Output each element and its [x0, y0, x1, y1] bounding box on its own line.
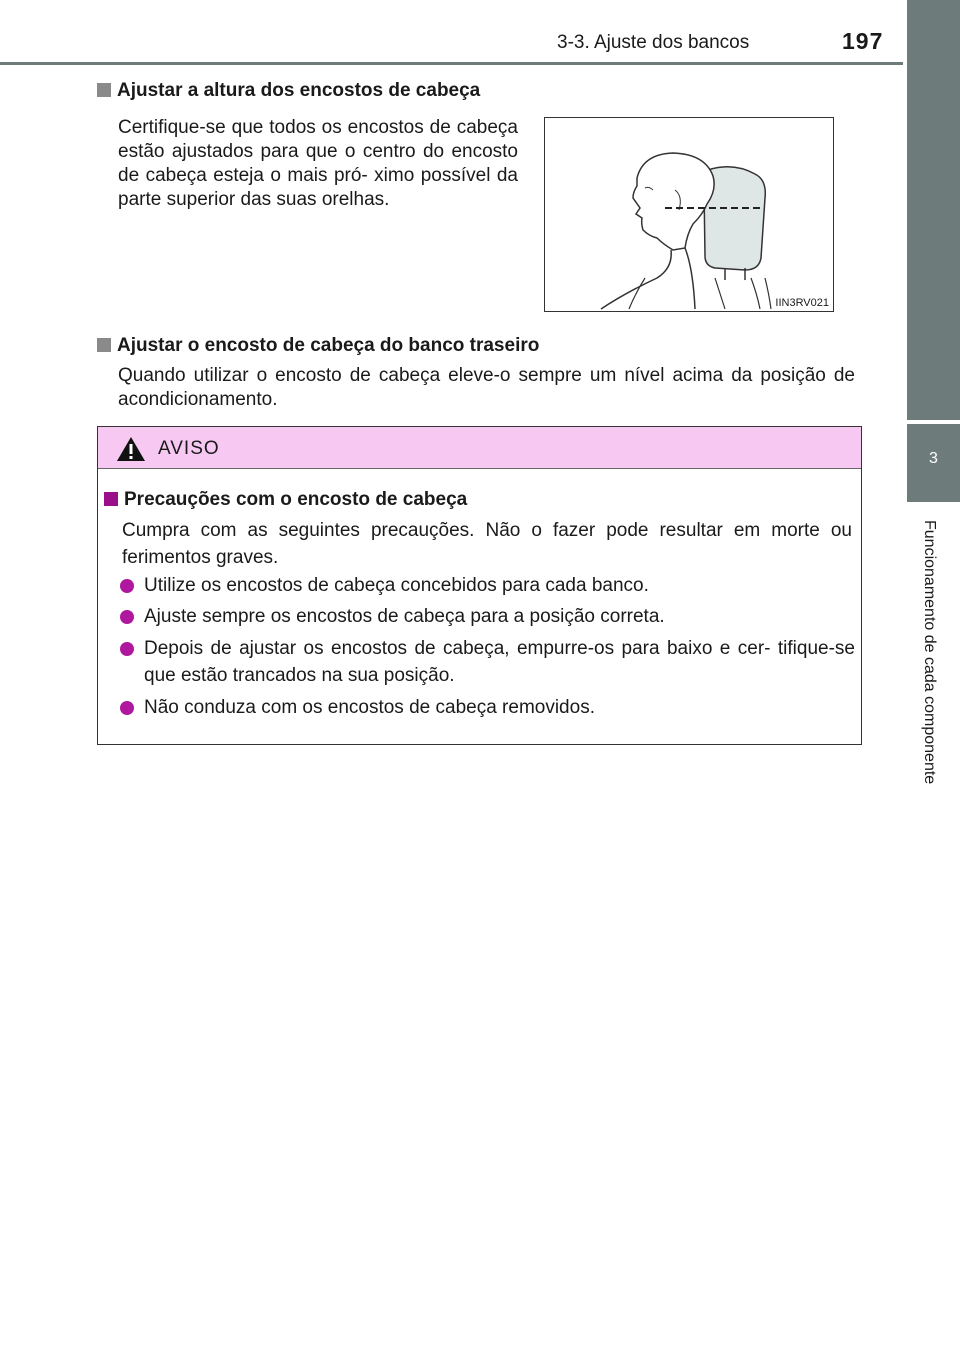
headrest-illustration: [544, 117, 834, 312]
section-body-height: Certifique-se que todos os encostos de cabeça estão ajustados para que o centro do encosto de cabeça esteja o mais pró- ximo possível da parte superior das suas orelhas.: [118, 117, 518, 210]
warning-triangle-icon: [116, 436, 146, 462]
section-title: 3-3. Ajuste dos bancos: [557, 32, 750, 53]
warning-subheading-text: Precauções com o encosto de cabeça: [124, 489, 468, 510]
section-body-rear: Quando utilizar o encosto de cabeça eleve-o sempre um nível acima da posição de acondicionamento.: [118, 365, 855, 410]
warning-bullet-text: Não conduza com os encostos de cabeça removidos.: [144, 697, 595, 718]
warning-bullet-text: Ajuste sempre os encostos de cabeça para a posição correta.: [144, 606, 665, 627]
warning-bullet: [122, 635, 855, 689]
bullet-dot-icon: [120, 610, 134, 624]
warning-bullet: [122, 694, 855, 721]
page-number: 197: [842, 28, 884, 54]
bullet-dot-icon: [120, 579, 134, 593]
section-heading-height: [97, 80, 480, 102]
chapter-tab: [907, 424, 960, 502]
warning-bullet: [122, 603, 855, 630]
warning-bullet-text: Depois de ajustar os encostos de cabeça, empurre-os para baixo e cer- tifique-se que estão trancados na sua posição.: [144, 638, 855, 686]
section-heading-text: Ajustar a altura dos encostos de cabeça: [117, 80, 481, 101]
section-heading-rear: [97, 335, 539, 357]
bullet-dot-icon: [120, 701, 134, 715]
warning-intro: Cumpra com as seguintes precauções. Não o fazer pode resultar em morte ou ferimentos graves.: [122, 520, 852, 568]
warning-box: [97, 426, 862, 745]
warning-bullet: [122, 572, 855, 599]
square-bullet-icon: [97, 83, 111, 97]
bullet-dot-icon: [120, 642, 134, 656]
header-rule: [0, 62, 903, 65]
warning-bullet-text: Utilize os encostos de cabeça concebidos para cada banco.: [144, 575, 649, 596]
warning-subheading: [104, 489, 467, 511]
square-bullet-icon: [104, 492, 118, 506]
square-bullet-icon: [97, 338, 111, 352]
page-header: [0, 0, 960, 66]
chapter-title: Funcionamento de cada componente: [921, 520, 938, 785]
warning-label: AVISO: [158, 438, 220, 459]
head-and-headrest-icon: [545, 118, 833, 311]
warning-header: [98, 427, 861, 469]
figure-code: IIN3RV021: [775, 297, 829, 309]
chapter-number: 3: [929, 450, 938, 467]
section-heading-text: Ajustar o encosto de cabeça do banco traseiro: [117, 335, 540, 356]
side-band-top: [907, 0, 960, 420]
